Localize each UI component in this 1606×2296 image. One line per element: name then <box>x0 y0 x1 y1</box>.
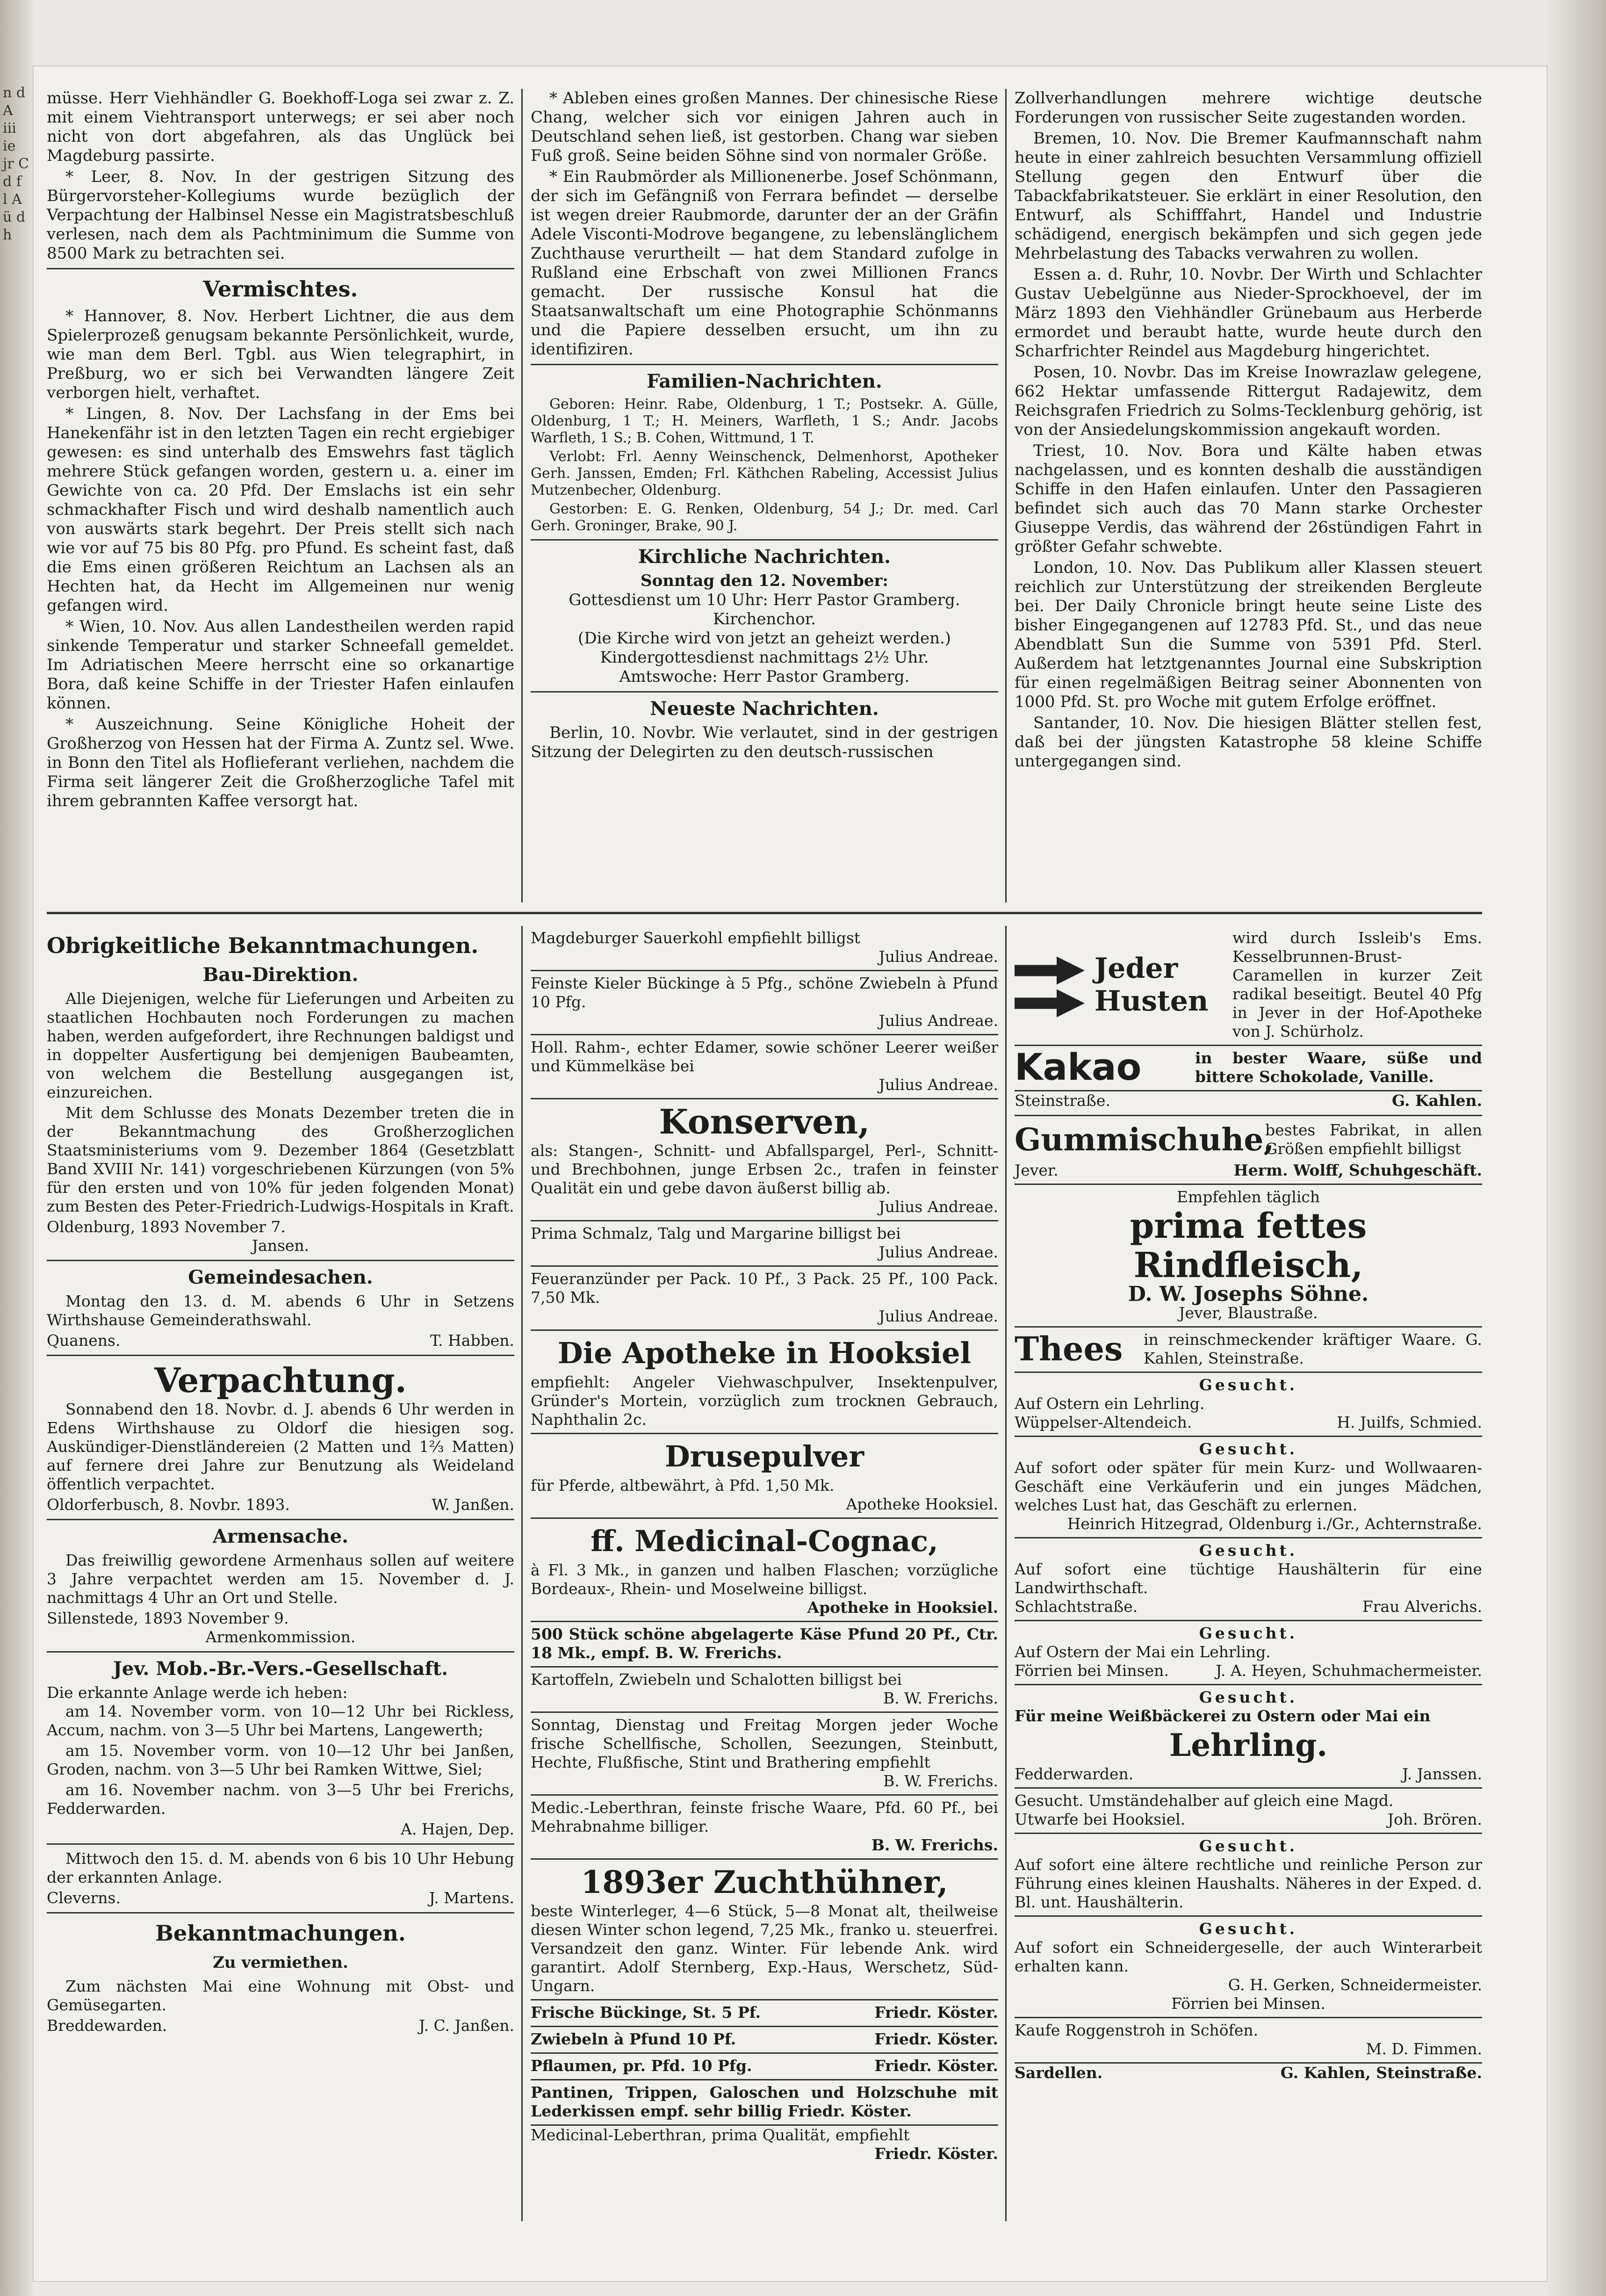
article-raubmoerder: * Ein Raubmörder als Millionenerbe. Josef Schönmann, der sich im Gefängniß von Ferrara befindet — derselbe ist wegen dreier Raubmorde, darunter der an der Gräfin Adele Visconti-Modrove begangene, zu lebenslänglichem Zuchthause verurtheilt — hat dem Standard zufolge in Rußland eine Erbschaft von zwei Millionen Francs gemacht. Der russische Konsul hat die Staatsanwaltschaft um eine Photographie Schönmanns und die Papiere desselben ersucht, um ihn zu identifiziren. <box>531 167 998 359</box>
ad-lebertran: Medic.-Leberthran, feinste frische Waare, Pfd. 60 Pf., bei Mehrabnahme billiger. <box>531 1798 998 1835</box>
ad-gesucht-5-text: Für meine Weißbäckerei zu Ostern oder Mai ein <box>1015 1707 1431 1725</box>
ad-gesucht-5-place: Fedderwarden. <box>1015 1765 1134 1783</box>
ad-koester-1: Frische Bückinge, St. 5 Pf. <box>531 2003 761 2022</box>
ad-koester-5-sign: Friedr. Köster. <box>874 2144 998 2163</box>
ad-feueranzuender: Feueranzünder per Pack. 10 Pf., 3 Pack. 25 Pf., 100 Pack. 7,50 Mk. <box>531 1270 998 1307</box>
ad-gesucht-4-text: Auf Ostern der Mai ein Lehrling. <box>1015 1643 1271 1661</box>
section-heading-kirchliche: Kirchliche Nachrichten. <box>638 546 891 568</box>
ad-mittwoch-place: Cleverns. <box>47 1889 121 1907</box>
ad-vermieten-heading: Zu vermiethen. <box>213 1953 348 1972</box>
ads-column-1 <box>47 926 514 2035</box>
ad-gesucht-5-sign: J. Janssen. <box>1402 1765 1482 1783</box>
ad-bau-heading: Bau-Direktion. <box>202 964 359 986</box>
article-berlin: Berlin, 10. Novbr. Wie verlautet, sind in der gestrigen Sitzung der Delegirten zu den deutsch-russischen <box>531 723 998 761</box>
ad-gesucht-3-place: Schlachtstraße. <box>1015 1597 1138 1616</box>
article-lingen: * Lingen, 8. Nov. Der Lachsfang in der Ems bei Hanekenfähr ist in den letzten Tagen ein recht ergiebiger gewesen: es sind unterhalb des Emswehrs fast täglich mehrere Stück gefangen worden, gestern u. a. einer im Gewichte von ca. 20 Pfd. Der Emslachs ist ein sehr schmackhafter Fisch und wird deshalb namentlich auch von auswärts stark begehrt. Der Preis stellt sich nach wie vor auf 75 bis 80 Pfg. pro Pfund. Es scheint fast, daß die Ems einen größeren Reichtum an Lachsen als an Hechten hat, da Hecht im Allgemeinen nur wenig gefangen wird. <box>47 404 514 615</box>
article-auszeichnung: * Auszeichnung. Seine Königliche Hoheit der Großherzog von Hessen hat der Firma A. Zuntz sel. Wwe. in Bonn den Titel als Hoflieferant verliehen, nachdem die Firma seit längerer Zeit die Großherzogliche Tafel mit ihrem gebrannten Kaffee versorgt hat. <box>47 715 514 810</box>
article-ableben: * Ableben eines großen Mannes. Der chinesische Riese Chang, welcher sich vor einigen Jahren auch in Deutschland sehen ließ, ist gestorben. Chang war sieben Fuß groß. Seine beiden Söhne sind von normaler Größe. <box>531 89 998 165</box>
ad-feueranzuender-sign: Julius Andreae. <box>879 1307 998 1325</box>
ad-gesucht-7: Gesucht. <box>1199 1837 1298 1855</box>
ad-vermieten-place: Breddewarden. <box>47 2016 167 2035</box>
ad-gesucht-2: Gesucht. <box>1199 1440 1298 1458</box>
section-heading-vermischtes: Vermischtes. <box>203 276 358 302</box>
ads-column-3 <box>1015 926 1482 2082</box>
ad-armen-sign: Armenkommission. <box>205 1628 356 1646</box>
ad-mittwoch-sign: J. Martens. <box>429 1889 514 1907</box>
column-divider <box>1005 89 1007 903</box>
ad-gesucht-8-text: Auf sofort ein Schneidergeselle, der auch Winterarbeit erhalten kann. <box>1015 1938 1482 1975</box>
family-deceased: Gestorben: E. G. Renken, Oldenburg, 54 J.; Dr. med. Carl Gerh. Groninger, Brake, 90 J. <box>531 501 998 534</box>
ad-vermieten-text: Zum nächsten Mai eine Wohnung mit Obst- und Gemüsegarten. <box>47 1977 514 2014</box>
ad-armen-heading: Armensache. <box>212 1525 349 1547</box>
ad-konserven-text: als: Stangen-, Schnitt- und Abfallspargel, Perl-, Schnitt- und Brechbohnen, junge Erbsen 2c., trafen in feinster Qualität ein und gebe davon äußerst billig ab. <box>531 1141 998 1197</box>
ad-gesucht-8-place: Förrien bei Minsen. <box>1171 1994 1325 2013</box>
ad-sardellen-sign: G. Kahlen, Steinstraße. <box>1280 2064 1482 2082</box>
ad-gesucht-3: Gesucht. <box>1199 1541 1298 1560</box>
ads-heading-bekanntmachungen: Bekanntmachungen. <box>155 1921 406 1946</box>
ad-sauerkohl: Magdeburger Sauerkohl empfiehlt billigst <box>531 929 861 947</box>
article-wien: * Wien, 10. Nov. Aus allen Landestheilen werden rapid sinkende Temperatur und starker Schneefall gemeldet. Im Adriatischen Meere herrscht eine so orkanartige Bora, daß keine Schiffe in der Triester Hafen einlaufen können. <box>47 617 514 713</box>
ad-apotheke-heading: Die Apotheke in Hooksiel <box>557 1336 972 1370</box>
divider <box>531 364 998 365</box>
ad-gesucht-4-sign: J. A. Heyen, Schuhmachermeister. <box>1216 1661 1482 1680</box>
ad-gemeinde-place: Quanens. <box>47 1331 121 1350</box>
section-heading-familien: Familien-Nachrichten. <box>647 370 882 392</box>
ad-mittwoch-text: Mittwoch den 15. d. M. abends von 6 bis 10 Uhr Hebung der erkannten Anlage. <box>47 1849 514 1886</box>
ad-koester-3: Pflaumen, pr. Pfd. 10 Pfg. <box>531 2057 752 2075</box>
ad-bau-text1: Alle Diejenigen, welche für Lieferungen und Arbeiten zu staatlichen Hochbauten noch Forderungen zu machen haben, werden aufgefordert, ihre Rechnungen baldigst und in doppelter Ausfertigung bei demjenigen Baubeamten, von welchem die Bestellung ausgegangen ist, einzureichen. <box>47 989 514 1101</box>
ad-jev-sign: A. Hajen, Dep. <box>401 1820 514 1838</box>
ad-druse-text: für Pferde, altbewährt, à Pfd. 1,50 Mk. <box>531 1476 835 1495</box>
pointing-hand-icon <box>1015 989 1085 1018</box>
ad-gesucht-8: Gesucht. <box>1199 1920 1298 1938</box>
ad-kaese-frerichs: 500 Stück schöne abgelagerte Käse Pfund 20 Pf., Ctr. 18 Mk., empf. B. W. Frerichs. <box>531 1622 998 1668</box>
ad-bau-place: Oldenburg, 1893 November 7. <box>47 1218 286 1236</box>
article-hannover: * Hannover, 8. Nov. Herbert Lichtner, die aus dem Spielerprozeß genugsam bekannte Persönlichkeit, wurde, wie man dem Berl. Tgbl. aus Wien telegraphirt, in Preßburg, wo er sich bei Verwandten längere Zeit verborgen hielt, verhaftet. <box>47 307 514 402</box>
ad-armen-text: Das freiwillig gewordene Armenhaus sollen auf weitere 3 Jahre verpachtet werden am 15. November d. J. nachmittags 4 Uhr an Ort und Stelle. <box>47 1551 514 1607</box>
page-horizontal-rule <box>47 912 1482 914</box>
ad-kakao-text: in bester Waare, süße und bittere Schokolade, Vanille. <box>1195 1049 1482 1086</box>
ad-verpachtung-text: Sonnabend den 18. Novbr. d. J. abends 6 Uhr werden in Edens Wirthshause zu Oldorf die hiesigen sog. Auskündiger-Dienstländereien (2 Matten und 1⅔ Matten) auf fernere drei Jahre zur Benutzung als Weideland öffentlich verpachtet. <box>47 1400 514 1493</box>
ad-bau-sign: Jansen. <box>252 1236 310 1255</box>
ad-gesucht-6-text: Gesucht. Umständehalber auf gleich eine Magd. <box>1015 1791 1394 1810</box>
divider <box>47 268 514 269</box>
ad-cognac-sign: Apotheke in Hooksiel. <box>807 1598 998 1617</box>
article-essen: Essen a. d. Ruhr, 10. Novbr. Der Wirth und Schlachter Gustav Uebelgünne aus Nieder-Sprockhoevel, der im März 1893 den Viehhändler Grünebaum aus Herberde ermordet und beraubt hatte, wurde heute durch den Scharfrichter Reindel aus Magdeburg hingerichtet. <box>1015 265 1482 361</box>
ad-kakao-sign: G. Kahlen. <box>1391 1091 1482 1110</box>
ad-gummi-heading: Gummischuhe, <box>1015 1121 1275 1158</box>
ad-schmalz-sign: Julius Andreae. <box>879 1243 998 1261</box>
ad-kartoffeln-sign: B. W. Frerichs. <box>883 1689 998 1707</box>
ad-husten-word1: Jeder <box>1094 952 1178 985</box>
ad-kaese-sign: Julius Andreae. <box>879 1076 998 1094</box>
article-santander: Santander, 10. Nov. Die hiesigen Blätter stellen fest, daß bei der jüngsten Katastrophe 58 kleine Schiffe untergegangen sind. <box>1015 714 1482 771</box>
ad-druse-heading: Drusepulver <box>665 1439 864 1473</box>
news-column-1 <box>47 89 514 813</box>
ad-lebertran-sign: B. W. Frerichs. <box>871 1836 998 1854</box>
ad-druse-sign: Apotheke Hooksiel. <box>846 1495 998 1513</box>
ad-rind-pre: Empfehlen täglich <box>1176 1188 1320 1206</box>
ad-gesucht-5: Gesucht. <box>1199 1688 1298 1706</box>
ad-koester-1-sign: Friedr. Köster. <box>874 2003 998 2022</box>
page-spine <box>0 0 33 2296</box>
ad-lehrling-heading: Lehrling. <box>1169 1727 1328 1763</box>
ad-apotheke-text: empfiehlt: Angeler Viehwaschpulver, Insektenpulver, Gründer's Mortein, vorzüglich zum trocknen Gebrauch, Naphthalin 2c. <box>531 1373 998 1429</box>
ad-fische: Sonntag, Dienstag und Freitag Morgen jeder Woche frische Schellfische, Schollen, Seezungen, Steinbutt, Hechte, Flußfische, Stint und Brathering empfiehlt <box>531 1716 998 1771</box>
ad-gesucht-2-text: Auf sofort oder später für mein Kurz- und Wollwaaren-Geschäft eine Verkäuferin und ein junges Mädchen, welches Lust hat, das Geschäft zu erlernen. <box>1015 1458 1482 1514</box>
article-posen: Posen, 10. Novbr. Das im Kreise Inowrazlaw gelegene, 662 Hektar umfassende Rittergut Radajewitz, dem Reichsgrafen Friedrich zu Solms-Tecklenburg gehörig, ist von der Ansiedelungskommission angekauft worden. <box>1015 363 1482 439</box>
newspaper-page <box>33 65 1548 2282</box>
ad-huehner-heading: 1893er Zuchthühner, <box>581 1864 948 1900</box>
ad-thees-heading: Thees <box>1015 1329 1123 1368</box>
ad-koester-4: Pantinen, Trippen, Galoschen und Holzschuhe mit Lederkissen empf. sehr billig Friedr. Köster. <box>531 2080 998 2126</box>
article-leer: * Leer, 8. Nov. In der gestrigen Sitzung des Bürgervorsteher-Kollegiums wurde bezüglich der Verpachtung der Halbinsel Nesse ein Magistratsbeschluß verlesen, nach dem als Pachtminimum die Summe von 8500 Mark zu betrachten sei. <box>47 167 514 263</box>
ad-gummi-text: bestes Fabrikat, in allen Größen empfiehlt billigst <box>1265 1121 1482 1158</box>
pointing-hand-icon <box>1015 957 1085 985</box>
ad-rind-heading: prima fettes Rindfleisch, <box>1130 1206 1367 1285</box>
ad-gesucht-1-place: Wüppelser-Altendeich. <box>1015 1413 1192 1431</box>
ad-gesucht-6-place: Utwarfe bei Hooksiel. <box>1015 1810 1186 1828</box>
ad-huehner-text: beste Winterleger, 4—6 Stück, 5—8 Monat alt, theilweise diesen Winter schon legend, 7,25 Mk., franko u. steuerfrei. Versandzeit den ganz. Winter. Für lebende Ank. wird garantirt. Adolf Sternberg, Exp.-Haus, Werschetz, Süd-Ungarn. <box>531 1902 998 1995</box>
ad-koester-3-sign: Friedr. Köster. <box>874 2057 998 2075</box>
ad-verpachtung-place: Oldorferbusch, 8. Novbr. 1893. <box>47 1495 290 1514</box>
ad-jev-1: am 14. November vorm. von 10—12 Uhr bei Rickless, Accum, nachm. von 3—5 Uhr bei Martens, Langewerth; <box>47 1702 514 1739</box>
church-choir: Kirchenchor. <box>713 610 816 628</box>
section-heading-neueste: Neueste Nachrichten. <box>650 698 879 720</box>
ad-rind-firm: D. W. Josephs Söhne. <box>1128 1282 1369 1306</box>
column-divider <box>1005 926 1007 2221</box>
column-divider <box>521 89 523 903</box>
ad-kaese: Holl. Rahm-, echter Edamer, sowie schöner Leerer weißer und Kümmelkäse bei <box>531 1038 998 1075</box>
article-london: London, 10. Nov. Das Publikum aller Klassen steuert reichlich zur Unterstützung der streikenden Bergleute bei. Der Daily Chronicle bringt heute seine Liste des bisher Eingegangenen auf 12783 Pfd. St., und das neue Abendblatt Sun die Summe von 5391 Pfd. Sterl. Außerdem hat letztgenanntes Journal eine Subskription für einen regelmäßigen Beitrag seiner Abonnenten von 1000 Pfd. St. pro Woche mit gutem Erfolge eröffnet. <box>1015 558 1482 711</box>
ad-jev-intro: Die erkannte Anlage werde ich heben: <box>47 1683 348 1702</box>
ad-gesucht-1-sign: H. Juilfs, Schmied. <box>1337 1413 1482 1431</box>
ad-gemeinde-heading: Gemeindesachen. <box>188 1266 373 1288</box>
ad-gesucht-2-sign: Heinrich Hitzegrad, Oldenburg i./Gr., Achternstraße. <box>1067 1515 1482 1533</box>
ad-gesucht-4: Gesucht. <box>1199 1624 1298 1642</box>
ad-kakao-place: Steinstraße. <box>1015 1091 1110 1110</box>
ad-koester-2: Zwiebeln à Pfund 10 Pf. <box>531 2030 736 2048</box>
ad-verpachtung-sign: W. Janßen. <box>432 1495 514 1514</box>
ad-kakao-heading: Kakao <box>1015 1047 1142 1089</box>
ad-gemeinde-text: Montag den 13. d. M. abends 6 Uhr in Setzens Wirthshause Gemeinderathswahl. <box>47 1292 514 1329</box>
ad-gesucht-7-text: Auf sofort eine ältere rechtliche und reinliche Person zur Führung eines kleinen Haushalts. Näheres in der Exped. d. Bl. unt. Haushälterin. <box>1015 1856 1482 1911</box>
ad-schmalz: Prima Schmalz, Talg und Margarine billigst bei <box>531 1224 901 1242</box>
article-zoll: Zollverhandlungen mehrere wichtige deutsche Forderungen von russischer Seite zugestanden worden. <box>1015 89 1482 127</box>
church-service: Gottesdienst um 10 Uhr: Herr Pastor Gramberg. <box>569 591 960 609</box>
church-date: Sonntag den 12. November: <box>641 571 888 590</box>
ad-verpachtung-heading: Verpachtung. <box>154 1360 407 1400</box>
ad-konserven-sign: Julius Andreae. <box>879 1198 998 1216</box>
ad-husten-text: wird durch Issleib's Ems. Kesselbrunnen-Brust-Caramellen in kurzer Zeit radikal beseitigt. Beutel 40 Pfg in Jever in der Hof-Apotheke von J. Schürholz. <box>1232 929 1482 1040</box>
ad-gemeinde-sign: T. Habben. <box>430 1331 514 1350</box>
ad-gesucht-4-place: Förrien bei Minsen. <box>1015 1661 1169 1680</box>
ad-roggen: Kaufe Roggenstroh in Schöfen. <box>1015 2021 1259 2039</box>
ad-jev-3: am 16. November nachm. von 3—5 Uhr bei Frerichs, Fedderwarden. <box>47 1781 514 1818</box>
ad-husten-word2: Husten <box>1094 985 1209 1018</box>
ad-koester-2-sign: Friedr. Köster. <box>874 2030 998 2048</box>
church-heating: (Die Kirche wird von jetzt an geheizt werden.) <box>577 629 951 648</box>
church-week: Amtswoche: Herr Pastor Gramberg. <box>619 667 910 686</box>
ad-gesucht-1: Gesucht. <box>1199 1376 1298 1394</box>
article-intro: müsse. Herr Viehhändler G. Boekhoff-Loga sei zwar z. Z. mit einem Viehtransport unterwegs; er sei aber noch nicht von dort abgefahren, als das Unglück bei Magdeburg passirte. <box>47 89 514 165</box>
ad-gummi-place: Jever. <box>1015 1161 1059 1179</box>
ad-gesucht-3-sign: Frau Alverichs. <box>1362 1597 1482 1616</box>
ad-gesucht-8-sign: G. H. Gerken, Schneidermeister. <box>1228 1976 1482 1994</box>
ad-vermieten-sign: J. C. Janßen. <box>418 2016 514 2035</box>
ad-jev-2: am 15. November vorm. von 10—12 Uhr bei Janßen, Groden, nachm. von 3—5 Uhr bei Ramken Wittwe, Siel; <box>47 1741 514 1778</box>
family-engaged: Verlobt: Frl. Aenny Weinschenck, Delmenhorst, Apotheker Gerh. Janssen, Emden; Frl. Käthchen Rabeling, Accessist Julius Mutzenbecher, Oldenburg. <box>531 448 998 498</box>
news-column-2 <box>531 89 998 764</box>
family-born: Geboren: Heinr. Rabe, Oldenburg, 1 T.; Postsekr. A. Gülle, Oldenburg, 1 T.; H. Meiners, Warfleth, 1 S.; Andr. Jacobs Warfleth, 1 S.; B. Cohen, Wittmund, 1 T. <box>531 396 998 446</box>
column-divider <box>521 926 523 2221</box>
ad-sauerkohl-sign: Julius Andreae. <box>879 947 998 966</box>
news-column-3 <box>1015 89 1482 773</box>
ads-column-2 <box>531 926 998 2163</box>
ad-sardellen: Sardellen. <box>1015 2064 1103 2082</box>
ad-rind-place: Jever, Blaustraße. <box>1179 1304 1318 1322</box>
ad-jev-heading: Jev. Mob.-Br.-Vers.-Gesellschaft. <box>113 1658 448 1680</box>
church-kids: Kindergottesdienst nachmittags 2½ Uhr. <box>600 648 929 667</box>
ad-armen-place: Sillenstede, 1893 November 9. <box>47 1609 289 1627</box>
ad-gummi-sign: Herm. Wolff, Schuhgeschäft. <box>1233 1161 1482 1179</box>
ad-gesucht-3-text: Auf sofort eine tüchtige Haushälterin für eine Landwirthschaft. <box>1015 1560 1482 1597</box>
ad-cognac-heading: ff. Medicinal-Cognac, <box>591 1524 938 1558</box>
divider <box>531 691 998 693</box>
ad-bau-text2: Mit dem Schlusse des Monats Dezember treten die in der Bekanntmachung des Großherzoglichen Staatsministeriums vom 9. Dezember 1864 (Gesetzblatt Band XVIII Nr. 141) vorgeschriebenen Kürzungen (von 5% für den ersten und von 10% für jeden folgenden Monat) zum Besten des Peter-Friedrich-Ludwigs-Hospitals in Kraft. <box>47 1104 514 1215</box>
ad-koester-5: Medicinal-Leberthran, prima Qualität, empfiehlt <box>531 2126 910 2144</box>
ad-buecklinge-sign: Julius Andreae. <box>879 1011 998 1030</box>
ad-fische-sign: B. W. Frerichs. <box>883 1772 998 1790</box>
spine-text: n d A iii ie jr C d f l A ü d h <box>3 85 29 243</box>
article-triest: Triest, 10. Nov. Bora und Kälte haben etwas nachgelassen, und es konnten deshalb die ausständigen Schiffe in den Hafen einlaufen. Unter den Passagieren befindet sich auch das 70 Mann starke Orchester Giuseppe Verdis, das während der 26stündigen Fahrt in größter Gefahr schwebte. <box>1015 441 1482 556</box>
ad-gesucht-1-text: Auf Ostern ein Lehrling. <box>1015 1394 1205 1413</box>
article-bremen: Bremen, 10. Nov. Die Bremer Kaufmannschaft nahm heute in einer zahlreich besuchten Versammlung offiziell Stellung gegen den Entwurf über die Tabackfabrikatsteuer. Sie erklärt in einer Resolution, den Entwurf, als Schifffahrt, Handel und Industrie schädigend, energisch bekämpfen und sich gegen jede Mehrbelastung des Tabacks verwahren zu wollen. <box>1015 129 1482 263</box>
right-page-edge <box>1548 0 1606 2296</box>
ad-roggen-sign: M. D. Fimmen. <box>1366 2040 1482 2058</box>
ad-kartoffeln: Kartoffeln, Zwiebeln und Schalotten billigst bei <box>531 1670 902 1689</box>
divider <box>531 539 998 541</box>
ad-konserven-heading: Konserven, <box>659 1102 870 1141</box>
ad-thees-text: in reinschmeckender kräftiger Waare. G. Kahlen, Steinstraße. <box>1144 1330 1482 1367</box>
ads-heading-obrigkeitlich: Obrigkeitliche Bekanntmachungen. <box>47 933 479 958</box>
ad-gesucht-6-sign: Joh. Brören. <box>1387 1810 1482 1828</box>
ad-buecklinge: Feinste Kieler Bückinge à 5 Pfg., schöne Zwiebeln à Pfund 10 Pfg. <box>531 974 998 1011</box>
ad-cognac-text: à Fl. 3 Mk., in ganzen und halben Flaschen; vorzügliche Bordeaux-, Rhein- und Moselweine billigst. <box>531 1561 998 1598</box>
